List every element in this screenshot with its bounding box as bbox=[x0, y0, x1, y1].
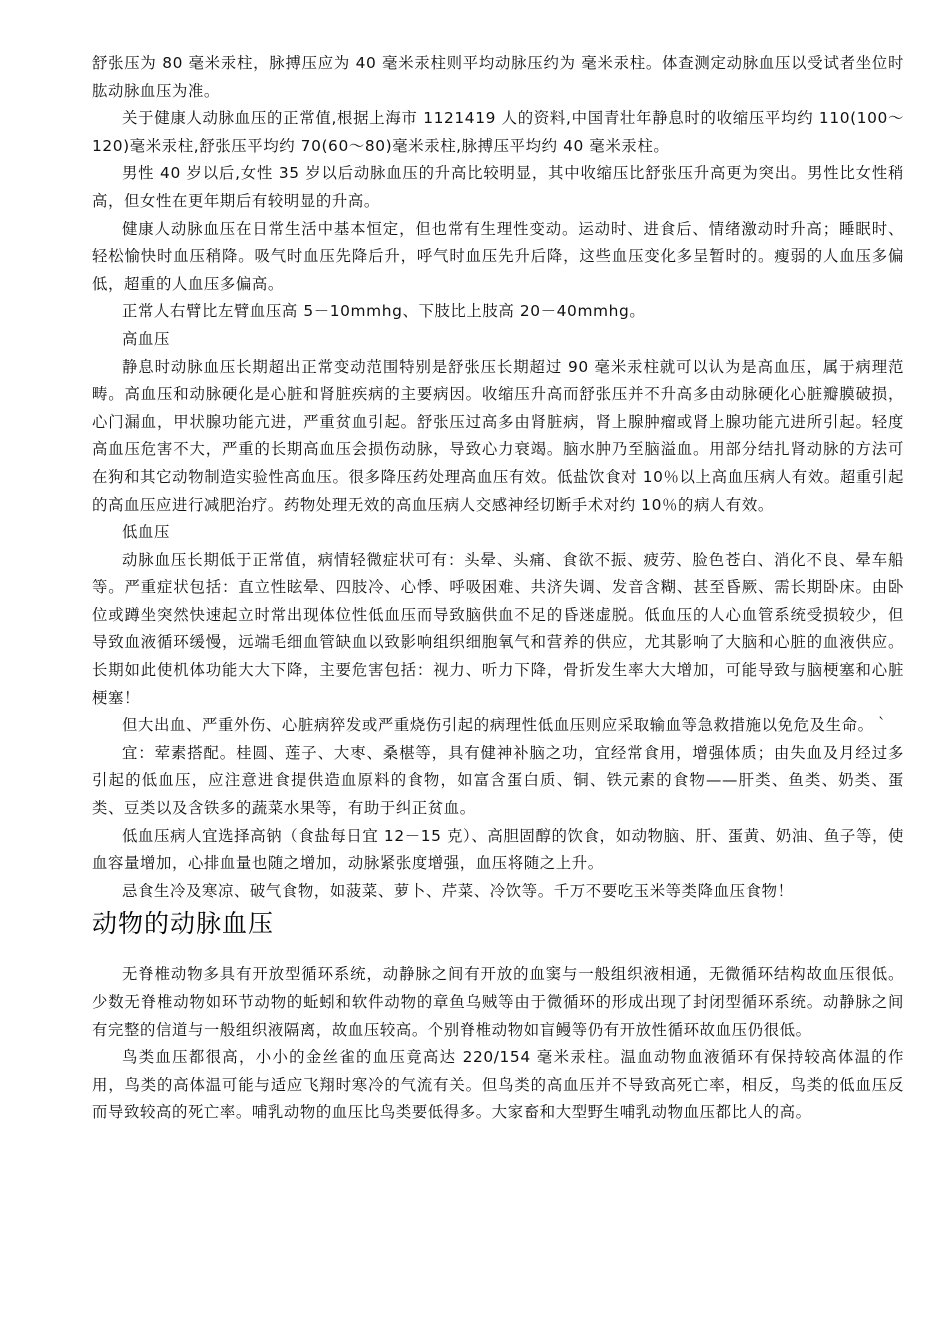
paragraph: 动脉血压长期低于正常值，病情轻微症状可有：头晕、头痛、食欲不振、疲劳、脸色苍白、消化不良、晕车船等。严重症状包括：直立性眩晕、四肢冷、心悸、呼吸困难、共济失调、发音含糊、甚至昏厥、需长期卧床。由卧位或蹲坐突然快速起立时常出现体位性低血压而导致脑供血不足的昏迷虚脱。低血压的人心血管系统受损较少，但导致血液循环缓慢，远端毛细血管缺血以致影响组织细胞氧气和营养的供应，尤其影响了大脑和心脏的血液供应。长期如此使机体功能大大下降，主要危害包括：视力、听力下降，骨折发生率大大增加，可能导致与脑梗塞和心脏梗塞！ bbox=[92, 550, 904, 707]
section-heading-hypotension: 低血压 bbox=[122, 523, 170, 542]
paragraph: 低血压病人宜选择高钠（食盐每日宜 12－15 克）、高胆固醇的饮食，如动物脑、肝、蛋黄、奶油、鱼子等，使血容量增加，心排血量也随之增加，动脉紧张度增强，血压将随之上升。 bbox=[92, 826, 904, 873]
paragraph: 男性 40 岁以后,女性 35 岁以后动脉血压的升高比较明显，其中收缩压比舒张压升高更为突出。男性比女性稍高，但女性在更年期后有较明显的升高。 bbox=[92, 164, 904, 210]
paragraph: 鸟类血压都很高，小小的金丝雀的血压竟高达 220/154 毫米汞柱。温血动物血液循环有保持较高体温的作用，鸟类的高体温可能与适应飞翔时寒冷的气流有关。但鸟类的高血压并不导致高死亡率，相反，鸟类的低血压反而导致较高的死亡率。哺乳动物的血压比鸟类要低得多。大家畜和大型野生哺乳动物血压都比人的高。 bbox=[92, 1048, 904, 1122]
section-title-animal-blood-pressure: 动物的动脉血压 bbox=[92, 909, 275, 939]
paragraph: 宜：荤素搭配。桂圆、莲子、大枣、桑椹等，具有健神补脑之功，宜经常食用，增强体质；由失血及月经过多引起的低血压，应注意进食提供造血原料的食物，如富含蛋白质、铜、铁元素的食物——肝类、鱼类、奶类、蛋类、豆类以及含铁多的蔬菜水果等，有助于纠正贫血。 bbox=[92, 743, 904, 818]
spacer bbox=[92, 943, 904, 961]
paragraph: 但大出血、严重外伤、心脏病猝发或严重烧伤引起的病理性低血压则应采取输血等急救措施以免危及生命。｀ bbox=[122, 716, 890, 735]
paragraph: 无脊椎动物多具有开放型循环系统，动静脉之间有开放的血窦与一般组织液相通，无微循环结构故血压很低。少数无脊椎动物如环节动物的蚯蚓和软件动物的章鱼乌贼等由于微循环的形成出现了封闭型循环系统。动静脉之间有完整的信道与一般组织液隔离，故血压较高。个别脊椎动物如盲鳗等仍有开放性循环故血压仍很低。 bbox=[92, 965, 904, 1039]
paragraph: 关于健康人动脉血压的正常值,根据上海市 1121419 人的资料,中国青壮年静息时的收缩压平均约 110(100～120)毫米汞柱,舒张压平均约 70(60～80)毫米汞柱,脉搏压平均约 40 毫米汞柱。 bbox=[92, 109, 904, 155]
paragraph: 静息时动脉血压长期超出正常变动范围特别是舒张压长期超过 90 毫米汞柱就可以认为是高血压，属于病理范畴。高血压和动脉硬化是心脏和肾脏疾病的主要病因。收缩压升高而舒张压并不升高多由动脉硬化心脏瓣膜破损，心门漏血，甲状腺功能亢进，严重贫血引起。舒张压过高多由肾脏病，肾上腺肿瘤或肾上腺功能亢进所引起。轻度高血压危害不大，严重的长期高血压会损伤动脉，导致心力衰竭。脑水肿乃至脑溢血。用部分结扎肾动脉的方法可在狗和其它动物制造实验性高血压。很多降压药处理高血压有效。低盐饮食对 10％以上高血压病人有效。超重引起的高血压应进行减肥治疗。药物处理无效的高血压病人交感神经切断手术对约 10％的病人有效。 bbox=[92, 357, 904, 514]
paragraph: 健康人动脉血压在日常生活中基本恒定，但也常有生理性变动。运动时、进食后、情绪激动时升高；睡眠时、轻松愉快时血压稍降。吸气时血压先降后升，呼气时血压先升后降，这些血压变化多呈暂时的。瘦弱的人血压多偏低，超重的人血压多偏高。 bbox=[92, 219, 904, 293]
paragraph: 正常人右臂比左臂血压高 5－10mmhg、下肢比上肢高 20－40mmhg。 bbox=[122, 302, 646, 321]
document-page bbox=[92, 50, 904, 1127]
paragraph: 忌食生冷及寒凉、破气食物，如菠菜、萝卜、芹菜、冷饮等。千万不要吃玉米等类降血压食物！ bbox=[122, 881, 794, 900]
paragraph: 舒张压为 80 毫米汞柱，脉搏压应为 40 毫米汞柱则平均动脉压约为 毫米汞柱。体查测定动脉血压以受试者坐位时肱动脉血压为准。 bbox=[92, 54, 904, 100]
section-heading-hypertension: 高血压 bbox=[122, 329, 170, 348]
